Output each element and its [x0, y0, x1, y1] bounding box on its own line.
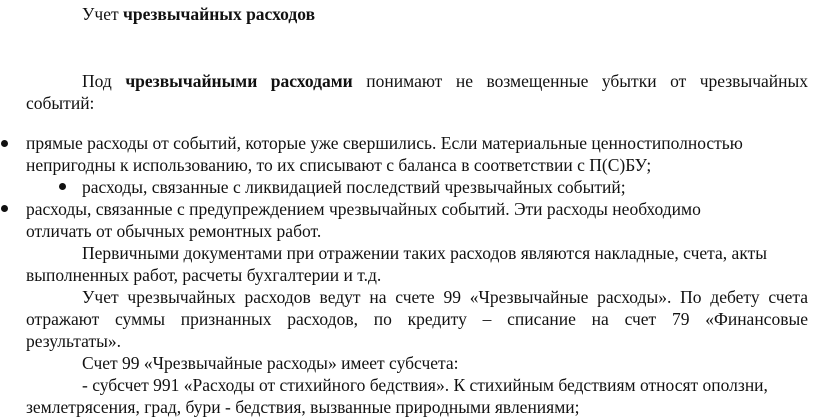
bullet-marker-2: [59, 183, 66, 190]
bullet-marker-1: [1, 140, 8, 147]
subaccount-line-2: землетрясения, град, бури - бедствия, вызванные природными явлениями;: [26, 397, 580, 417]
account-line-3: результаты».: [26, 331, 122, 351]
primary-docs-line-1: Первичными документами при отражении таких расходов являются накладные, счета, акты: [82, 243, 767, 263]
primary-docs-line-2: выполненных работ, расчеты бухгалтерии и т.д.: [26, 265, 382, 285]
definition-line-2: событий:: [26, 93, 95, 113]
title-bold: чрезвычайных расходов: [122, 4, 316, 24]
account-line-1: Учет чрезвычайных расходов ведут на счете 99 «Чрезвычайные расходы». По дебету счета: [82, 287, 808, 307]
definition-bold: чрезвычайными расходами: [125, 71, 353, 91]
subaccounts-intro: Счет 99 «Чрезвычайные расходы» имеет субсчета:: [82, 353, 459, 373]
definition-rest: понимают не возмещенные убытки от чрезвычайных: [366, 71, 809, 91]
bullet-1-line-2: непригодны к использованию, то их списывают с баланса в соответствии с П(С)БУ;: [26, 155, 652, 175]
title-prefix: Учет: [82, 4, 119, 24]
account-line-2: отражают суммы признанных расходов, по кредиту – списание на счет 79 «Финансовые: [26, 309, 808, 329]
definition-prefix: Под: [82, 71, 112, 91]
bullet-3-line-1: расходы, связанные с предупреждением чрезвычайных событий. Эти расходы необходимо: [26, 199, 701, 219]
subaccount-line-1: - субсчет 991 «Расходы от стихийного бедствия». К стихийным бедствиям относят оползни,: [82, 375, 768, 395]
page-title: [82, 3, 315, 25]
bullet-1-line-1: прямые расходы от событий, которые уже свершились. Если материальные ценностиполностью: [26, 133, 743, 153]
bullet-marker-3: [1, 205, 8, 212]
definition-line-1: [82, 70, 808, 92]
bullet-3-line-2: отличать от обычных ремонтных работ.: [26, 221, 322, 241]
bullet-2-line-1: расходы, связанные с ликвидацией последствий чрезвычайных событий;: [82, 177, 626, 197]
